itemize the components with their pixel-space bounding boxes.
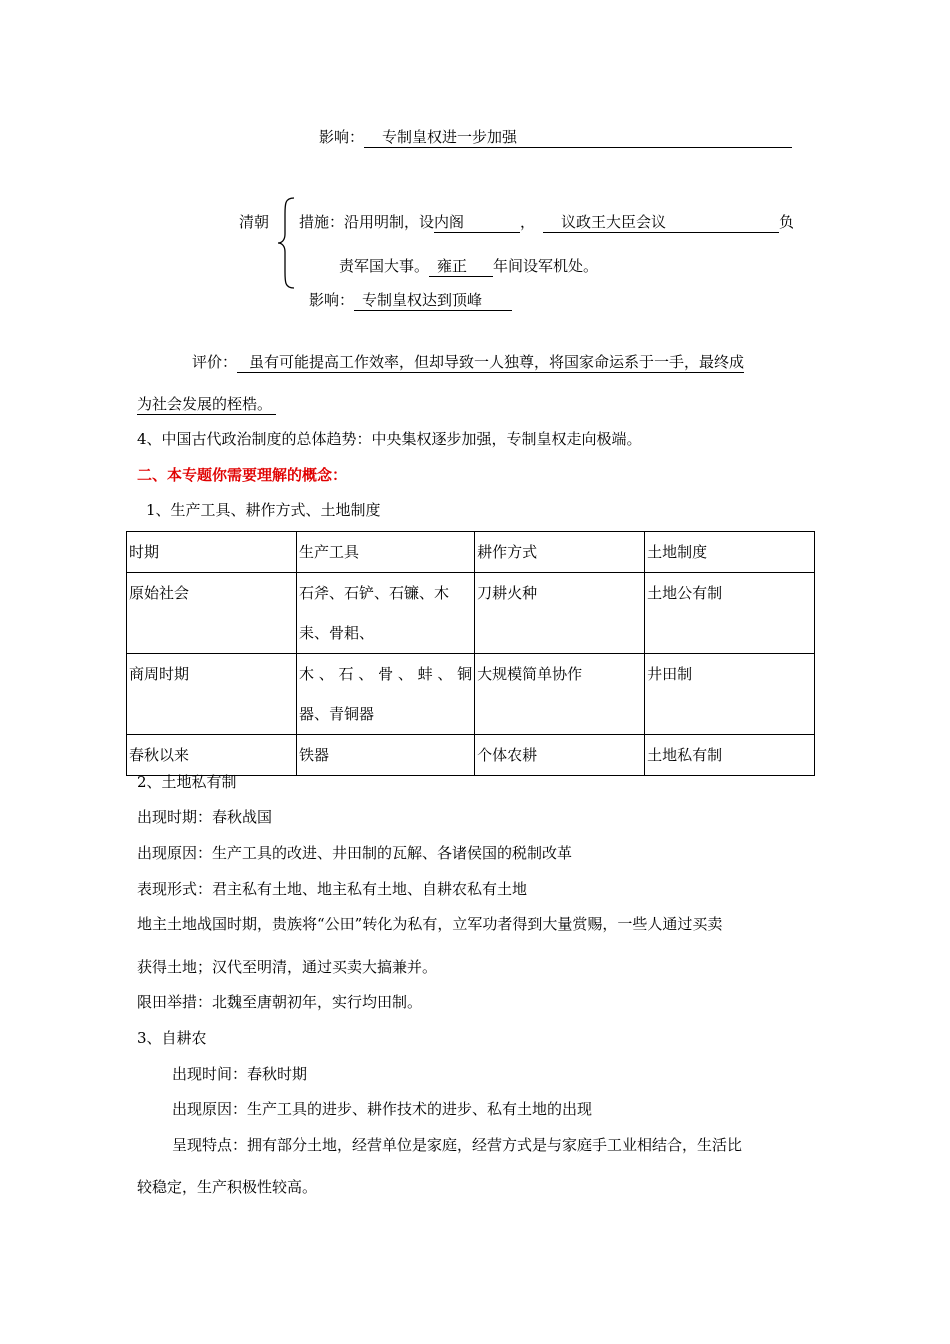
table-header-row bbox=[127, 532, 815, 573]
tools-farming-land-table bbox=[126, 531, 815, 776]
cell-land: 井田制 bbox=[645, 654, 815, 735]
table-row bbox=[127, 654, 815, 735]
item2-title: 2、土地私有制 bbox=[137, 773, 237, 791]
cell-tools-line2: 耒、骨耜、 bbox=[299, 624, 375, 642]
cell-land: 土地私有制 bbox=[645, 735, 815, 776]
section2-heading: 二、本专题你需要理解的概念： bbox=[137, 466, 348, 484]
qing-yizheng-answer: 议政王大臣会议 bbox=[543, 213, 779, 233]
cell-tools-line1: 石斧、石铲、石镰、木 bbox=[299, 584, 450, 602]
ming-influence-answer: 专制皇权进一步加强 bbox=[364, 128, 792, 148]
item3-time: 出现时间：春秋时期 bbox=[172, 1065, 308, 1083]
evaluation-line2 bbox=[137, 394, 276, 415]
item3-features-2: 较稳定，生产积极性较高。 bbox=[137, 1178, 318, 1196]
qing-line2-post: 年间设军机处。 bbox=[493, 257, 599, 275]
header-land: 土地制度 bbox=[645, 532, 815, 573]
qing-influence-line bbox=[309, 290, 512, 311]
item2-appear-reason: 出现原因：生产工具的改进、井田制的瓦解、各诸侯国的税制改革 bbox=[137, 844, 573, 862]
evaluation-text-1: 虽有可能提高工作效率，但却导致一人独尊，将国家命运系于一手，最终成 bbox=[237, 353, 744, 373]
qing-neige-answer: 内阁 bbox=[434, 213, 520, 233]
cell-tools-line1: 木 、 石 、 骨 、 蚌 、 铜 bbox=[299, 665, 473, 683]
qing-influence-answer: 专制皇权达到顶峰 bbox=[354, 291, 512, 311]
qing-measures-tail: 负 bbox=[779, 213, 795, 231]
item2-limit: 限田举措：北魏至唐朝初年，实行均田制。 bbox=[137, 993, 423, 1011]
qing-measures-line bbox=[299, 212, 794, 233]
ming-influence-line bbox=[319, 127, 792, 148]
header-period: 时期 bbox=[127, 532, 297, 573]
header-farming: 耕作方式 bbox=[475, 532, 645, 573]
qing-label: 清朝 bbox=[239, 213, 270, 231]
item2-forms: 表现形式：君主私有土地、地主私有土地、自耕农私有土地 bbox=[137, 880, 528, 898]
curly-brace-icon bbox=[276, 196, 298, 290]
trend-text: 4、中国古代政治制度的总体趋势：中央集权逐步加强，专制皇权走向极端。 bbox=[137, 430, 642, 448]
qing-measures-label: 措施：沿用明制，设 bbox=[299, 213, 435, 231]
cell-farming: 大规模简单协作 bbox=[475, 654, 645, 735]
item2-appear-time: 出现时期：春秋战国 bbox=[137, 808, 273, 826]
qing-comma: ， bbox=[520, 213, 536, 231]
item2-landlord-2: 获得土地；汉代至明清，通过买卖大搞兼并。 bbox=[137, 958, 438, 976]
evaluation-label: 评价： bbox=[192, 353, 238, 371]
cell-tools bbox=[297, 573, 475, 654]
ming-influence-label: 影响： bbox=[319, 128, 365, 146]
cell-period: 原始社会 bbox=[127, 573, 297, 654]
item3-reason: 出现原因：生产工具的进步、耕作技术的进步、私有土地的出现 bbox=[172, 1100, 593, 1118]
qing-yongzheng-answer: 雍正 bbox=[429, 257, 493, 277]
cell-farming: 个体农耕 bbox=[475, 735, 645, 776]
cell-land: 土地公有制 bbox=[645, 573, 815, 654]
item3-title: 3、自耕农 bbox=[137, 1029, 207, 1047]
item1-title: 1、生产工具、耕作方式、土地制度 bbox=[146, 501, 381, 519]
header-tools: 生产工具 bbox=[297, 532, 475, 573]
item2-landlord-1: 地主土地战国时期，贵族将“公田”转化为私有，立军功者得到大量赏赐，一些人通过买卖 bbox=[137, 915, 723, 933]
cell-tools: 铁器 bbox=[297, 735, 475, 776]
evaluation-line1 bbox=[192, 352, 744, 373]
table-row bbox=[127, 735, 815, 776]
qing-influence-label: 影响： bbox=[309, 291, 355, 309]
cell-farming: 刀耕火种 bbox=[475, 573, 645, 654]
cell-period: 春秋以来 bbox=[127, 735, 297, 776]
cell-tools-line2: 器、青铜器 bbox=[299, 705, 375, 723]
item3-features-1: 呈现特点：拥有部分土地，经营单位是家庭，经营方式是与家庭手工业相结合，生活比 bbox=[172, 1136, 743, 1154]
table-row bbox=[127, 573, 815, 654]
qing-measures-line2 bbox=[339, 256, 598, 277]
cell-period: 商周时期 bbox=[127, 654, 297, 735]
qing-line2-pre: 责军国大事。 bbox=[339, 257, 430, 275]
evaluation-text-2: 为社会发展的桎梏。 bbox=[137, 395, 276, 415]
cell-tools bbox=[297, 654, 475, 735]
